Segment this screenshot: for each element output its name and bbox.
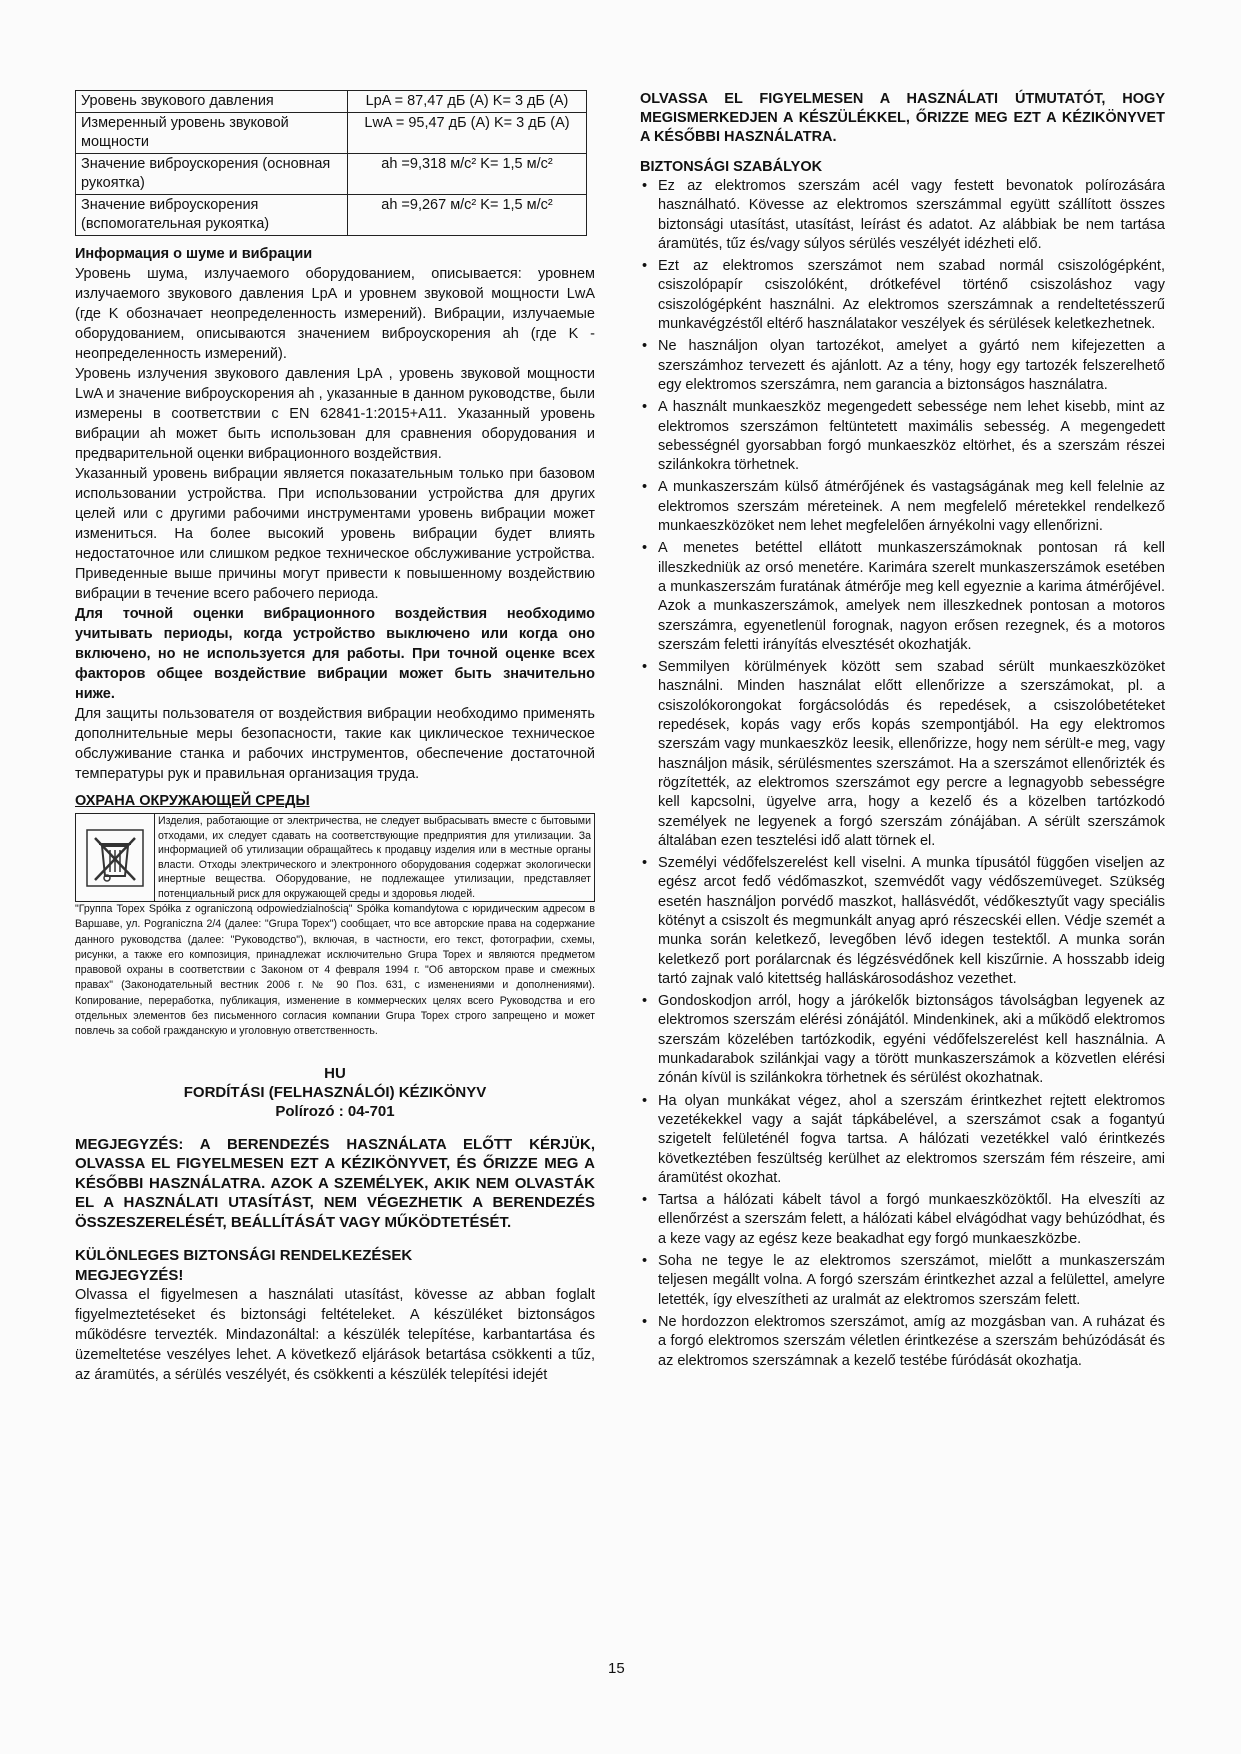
rules-heading: BIZTONSÁGI SZABÁLYOK <box>640 159 823 175</box>
recycle-text: Изделия, работающие от электричества, не следует выбрасывать вместе с бытовыми отходами, их следует сдавать на соответствующие предприятия для утилизации. За информацией об утилизации обращайтесь к продавцу изделия или в местные органы власти. Отходы электрического и электронного оборудования содержат экологически инертные вещества. Оборудование, не подлежащее утилизации, представляет потенциальный риск для окружающей среды и здоровья людей. <box>158 815 591 900</box>
noise-paragraph: Уровень излучения звукового давления LpA , уровень звуковой мощности LwA и значение виброускорения ah , указанные в данном руководстве, были измерены в соответствии с EN 62841-1:2015+A11. Указанный уровень вибрации ah может быть использован для сравнения оборудования и предварительной оценки вибрационного воздействия. <box>75 366 595 462</box>
bullet-icon: • <box>642 659 648 676</box>
right-column <box>640 90 1165 1374</box>
bullet-icon: • <box>642 540 648 557</box>
safety-rules-list <box>640 177 1165 1371</box>
list-item: • Ha olyan munkákat végez, ahol a szerszám érintkezhet rejtett elektromos vezetékekkel vagy a saját tápkábelével, a szerszámot csak a fogantyú szigetelt felületénél fogva tartsa. A hálózati vezetékkel való érintkezés következtében feszültség kerülhet az elektromos szerszám fém részeire, ami áramütést okozhat. <box>642 1092 1165 1186</box>
spec-label: Измеренный уровень звуковой мощности <box>76 113 348 154</box>
noise-paragraph-bold: Для точной оценки вибрационного воздействия необходимо учитывать периоды, когда устройство выключено или когда оно включено, но не используется для работы. При точной оценке всех факторов общее воздействие вибрации может быть значительно ниже. <box>75 606 595 702</box>
list-item: • A menetes betéttel ellátott munkaszerszámoknak pontosan rá kell illeszkedniük az orsó menetére. Karimára szerelt munkaszerszámok esetében a munkaszerszám furatának átmérője meg kell egyeznie a karima átmérőjével. Azok a munkaszerszámok, amelyek nem illeszkednek pontosan a motoros szerszámra, egyenetlenül forognak, nagyon erősen rezegnek, és a motoros szerszám feletti irányítás elvesztését okozhatják. <box>642 540 1165 653</box>
spec-label: Уровень звукового давления <box>76 91 348 113</box>
list-item: • Ne használjon olyan tartozékot, amelyet a gyártó nem kifejezetten a szerszámhoz tervezett és ajánlott. Az a tény, hogy egy tartozék felszerelhető egy elektromos szerszámra, nem garancia a biztonságos használatra. <box>642 338 1165 393</box>
spec-value: ah =9,267 м/с² K= 1,5 м/с² <box>348 195 587 236</box>
table-row <box>76 91 587 113</box>
spec-label: Значение виброускорения (вспомогательная рукоятка) <box>76 195 348 236</box>
table-row <box>76 154 587 195</box>
list-item: • Ezt az elektromos szerszámot nem szabad normál csiszológépként, csiszolópapír csiszolóként, drótkefével történő csiszoláshoz vagy csiszológépként használni. Az elektromos szerszámnak a rendeltetésszerű munkavégzéstől eltérő használatakor veszélyek és sérülések keletkezhetnek. <box>642 258 1165 333</box>
left-column <box>75 90 595 1385</box>
manual-title: FORDÍTÁSI (FELHASZNÁLÓI) KÉZIKÖNYV <box>183 1083 487 1101</box>
list-item: • Személyi védőfelszerelést kell viselni. A munka típusától függően viseljen az egész arcot fedő védőmaszkot, szemvédőt vagy védőszemüveget. Szükség esetén használjon porvédő maszkot, hallásvédőt, védőkesztyűt vagy speciális kötényt a csiszolt és megmunkált anyag apró részecskéi ellen. Védje szemét a munka során keletkező, levegőben lévő idegen testektől. A munka során keletkező port porálarcnak és légzésvédőnek kell kiszűrnie. A hosszabb ideig tartó zajnak való kitettség halláskárosodáshoz vezethet. <box>642 855 1165 987</box>
spec-label: Значение виброускорения (основная рукоятка) <box>76 154 348 195</box>
hu-note: MEGJEGYZÉS: A BERENDEZÉS HASZNÁLATA ELŐTT KÉRJÜK, OLVASSA EL FIGYELMESEN EZT A KÉZIKÖNYVET, ÉS ŐRIZZE MEG A KÉSŐBBI HASZNÁLATRA. AZOK A SZEMÉLYEK, AKIK NEM OLVASTÁK EL A HASZNÁLATI UTASÍTÁST, NEM VÉGEZHETIK A BERENDEZÉS ÖSSZESZERELÉSÉT, BEÁLLÍTÁSÁT VAGY MŰKÖDTETÉSÉT. <box>75 1135 595 1231</box>
special-heading: KÜLÖNLEGES BIZTONSÁGI RENDELKEZÉSEK <box>75 1247 413 1265</box>
bullet-icon: • <box>642 1313 648 1330</box>
spec-value: ah =9,318 м/с² K= 1,5 м/с² <box>348 154 587 195</box>
bullet-icon: • <box>642 258 648 275</box>
list-item: • Soha ne tegye le az elektromos szerszámot, mielőtt a munkaszerszám teljesen megállt volna. A forgó szerszám érintkezhet azzal a felülettel, amelyre letették, így elveszítheti az uralmát az elektromos szerszám felett. <box>642 1253 1165 1308</box>
read-notice: OLVASSA EL FIGYELMESEN A HASZNÁLATI ÚTMUTATÓT, HOGY MEGISMERKEDJEN A KÉSZÜLÉKKEL, ŐRIZZE MEG EZT A KÉZIKÖNYVET A KÉSŐBBI HASZNÁLATRA. <box>640 91 1165 145</box>
list-item: • Gondoskodjon arról, hogy a járókelők biztonságos távolságban legyenek az elektromos szerszám elérési zónájától. Mindenkinek, aki a működő elektromos szerszám közelében tartózkodik, egyéni védőfelszerelést kell használnia. A munkadarabok szilánkjai vagy a törött munkaszerszámok a közvetlen elérési zónán kívül is szilánkokra törhetnek és sérülést okozhatnak. <box>642 993 1165 1087</box>
list-item: • Ne hordozzon elektromos szerszámot, amíg az mozgásban van. A ruházat és a forgó elektromos szerszám véletlen érintkezése a szerszám behúzódását és az elektromos szerszámnak a kezelő testébe fúródását okozhatja. <box>642 1313 1165 1369</box>
page-number: 15 <box>608 1660 625 1677</box>
table-row <box>76 195 587 236</box>
noise-heading: Информация о шуме и вибрации <box>75 246 313 262</box>
list-item: • Semmilyen körülmények között sem szabad sérült munkaeszközöket használni. Minden használat előtt ellenőrizze a szerszámokat, pl. a csiszolókorongokat forgácsolódás és repedések, a csiszolóbetéteket repedések, kopás vagy erős kopás szempontjából. Ha egy elektromos szerszám vagy munkaeszköz leesik, ellenőrizze, hogy nem sérült-e meg, vagy használjon másik, sérülésmentes szerszámot. Ha a szerszámot ellenőrizték és rögzítették, az elektromos szerszámot egy percre a legnagyobb sebességre kell kapcsolni, ügyelve arra, hogy a kezelő és a közelben tartózkodó személyek ne legyenek a forgó szerszám zónájában. A sérült szerszámok általában ezen tesztelési idő alatt törnek el. <box>642 659 1165 849</box>
special-text: Olvassa el figyelmesen a használati utasítást, kövesse az abban foglalt figyelmeztetéseket és biztonsági feltételeket. A készüléket biztonságos működésre tervezték. Mindazonáltal: a készülék telepítése, karbantartása és üzemeltetése veszélyes lehet. A következő eljárások betartása csökkenti a tűz, az áramütés, a sérülés veszélyét, és csökkenti a készülék telepítési idejét <box>75 1287 595 1384</box>
bullet-icon: • <box>642 1092 648 1109</box>
spec-value: LpA = 87,47 дБ (A) K= 3 дБ (A) <box>348 91 587 113</box>
special-subheading: MEGJEGYZÉS! <box>75 1266 184 1284</box>
crossed-out-wheelie-bin-icon <box>76 814 155 901</box>
bullet-icon: • <box>642 479 648 496</box>
bullet-icon: • <box>642 1192 648 1209</box>
bullet-icon: • <box>642 993 648 1010</box>
list-item: • Ez az elektromos szerszám acél vagy festett bevonatok polírozására használható. Kövesse az elektromos szerszámmal együtt szállított összes biztonsági utasítást, utasítást, leírást és adatot. Az alábbiak be nem tartása áramütés, tűz és/vagy súlyos sérülés veszélyét idézheti elő. <box>642 178 1165 252</box>
copyright-notice: "Группа Topex Spółka z ograniczoną odpowiedzialnością" Spółka komandytowa с юридическим адресом в Варшаве, ул. Pograniczna 2/4 (далее: "Grupa Topex") сообщает, что все авторские права на содержание данного руководства (далее: "Руководство"), включая, в частности, его текст, фотографии, схемы, рисунки, а также его композиция, принадлежат исключительно Grupa Topex и являются предметом правовой охраны в соответствии с Законом от 4 февраля 1994 г. "Об авторском праве и смежных правах" (Законодательный вестник 2006 г. № 90 Поз. 631, с изменениями и дополнениями). Копирование, переработка, публикация, изменение в коммерческих целях всего Руководства и его отдельных элементов без письменного согласия компании Grupa Topex строго запрещено и может повлечь за собой гражданскую и уголовную ответственность. <box>75 903 595 1038</box>
bullet-icon: • <box>642 399 648 416</box>
spec-value: LwA = 95,47 дБ (A) K= 3 дБ (A) <box>348 113 587 154</box>
language-code: HU <box>324 1064 346 1082</box>
noise-paragraph: Уровень шума, излучаемого оборудованием, описывается: уровнем излучаемого звукового давления LpA и уровнем звуковой мощности LwA (где K обозначает неопределенность измерений). Вибрации, излучаемые оборудованием, описываются значением виброускорения ah (где K - неопределенность измерений). <box>75 266 595 362</box>
list-item: • A használt munkaeszköz megengedett sebessége nem lehet kisebb, mint az elektromos szerszámon feltüntetett maximális sebesség. A megengedett sebességnél gyorsabban forgó munkaeszköz eltörhet, és a szerszám részei szilánkokra törhetnek. <box>642 399 1165 474</box>
list-item: • A munkaszerszám külső átmérőjének és vastagságának meg kell felelnie az elektromos szerszám méreteinek. A nem megfelelő méretekkel rendelkező munkaeszközöket nem lehet megfelelően árnyékolni vagy ellenőrizni. <box>642 479 1165 535</box>
noise-paragraph: Для защиты пользователя от воздействия вибрации необходимо применять дополнительные меры безопасности, такие как циклическое техническое обслуживание станка и рабочих инструментов, обеспечение достаточной температуры рук и правильная организация труда. <box>75 706 595 782</box>
model-name: Polírozó : 04-701 <box>275 1102 395 1120</box>
bullet-icon: • <box>642 855 648 872</box>
bullet-icon: • <box>642 338 648 355</box>
bullet-icon: • <box>642 1253 648 1270</box>
bullet-icon: • <box>642 178 648 194</box>
table-row <box>76 113 587 154</box>
environment-heading: ОХРАНА ОКРУЖАЮЩЕЙ СРЕДЫ <box>75 793 310 809</box>
noise-paragraph: Указанный уровень вибрации является показательным только при базовом использовании устройства. При использовании устройства для других целей или с другими рабочими инструментами уровень вибрации может измениться. На более высокий уровень вибрации будет влиять недостаточное или слишком редкое техническое обслуживание устройства. Приведенные выше причины могут привести к повышенному воздействию вибрации в течение всего рабочего периода. <box>75 466 595 602</box>
spec-table <box>75 90 587 236</box>
recycle-box <box>75 813 595 902</box>
list-item: • Tartsa a hálózati kábelt távol a forgó munkaeszközöktől. Ha elveszíti az ellenőrzést a szerszám felett, a hálózati kábel elvágódhat vagy behúzódhat, és a keze vagy az egész keze beakadhat egy forgó munkaeszközbe. <box>642 1192 1165 1247</box>
